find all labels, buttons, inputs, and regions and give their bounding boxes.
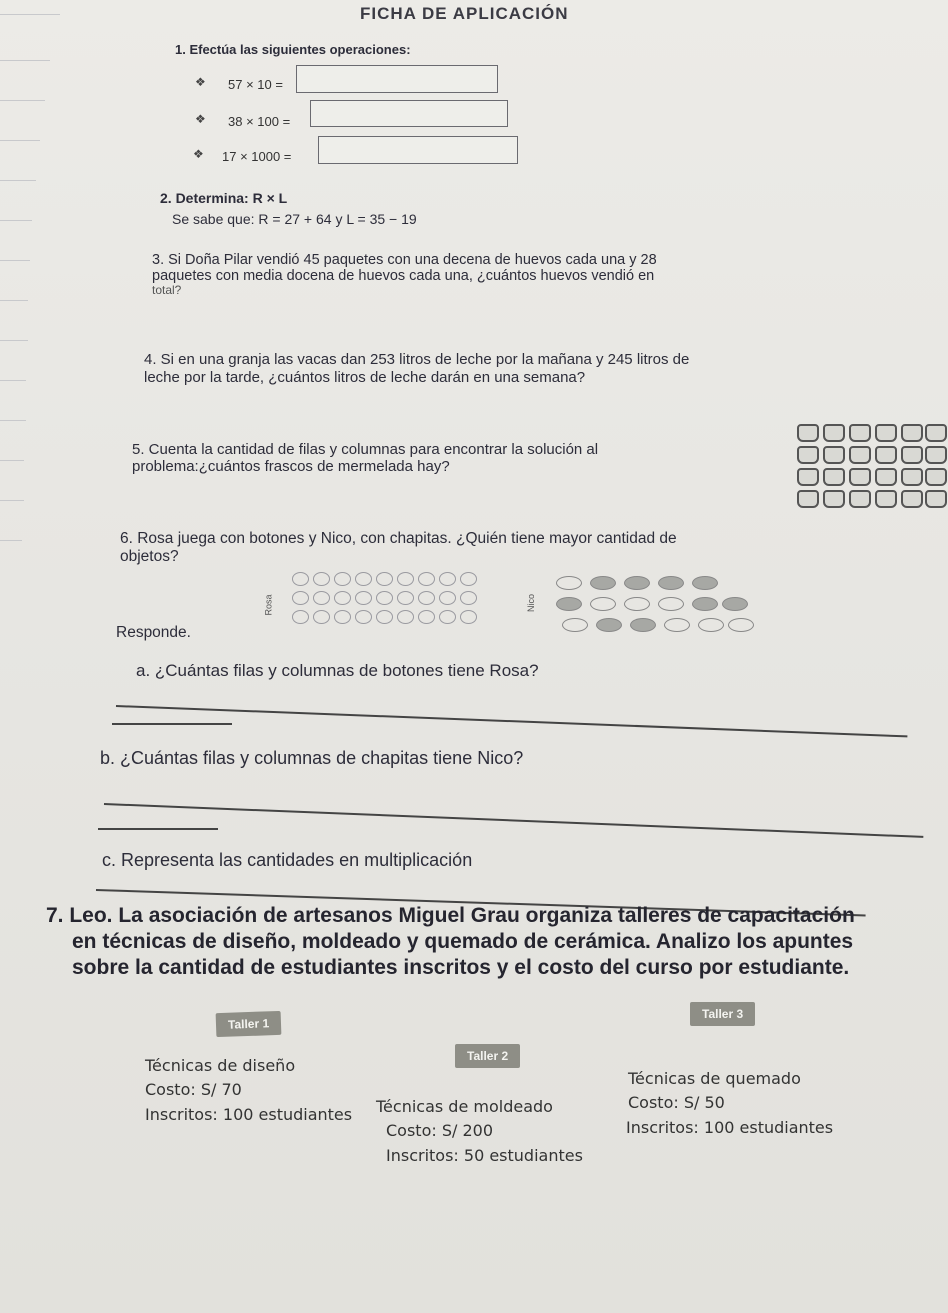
answer-box-1[interactable] — [296, 65, 498, 93]
notebook-spine — [0, 0, 78, 560]
workshop-3-enrolled: Inscritos: 100 estudiantes — [626, 1118, 834, 1137]
answer-line-a[interactable] — [116, 705, 907, 737]
label-rosa: Rosa — [263, 594, 274, 616]
q4-line-2: leche por la tarde, ¿cuántos litros de leche darán en una semana? — [144, 369, 586, 386]
q4-line-1: 4. Si en una granja las vacas dan 253 litros de leche por la mañana y 245 litros de — [144, 351, 690, 368]
bullet-icon: ❖ — [193, 147, 204, 161]
respond-label: Responde. — [116, 624, 191, 641]
workshop-3-name: Técnicas de quemado — [628, 1069, 801, 1088]
q3-line-3: total? — [152, 283, 182, 297]
q6-c: c. Representa las cantidades en multiplicación — [102, 850, 473, 870]
workshop-3-cost: Costo: S/ 50 — [628, 1093, 725, 1112]
q1-op-3: 17 × 1000 = — [222, 149, 292, 164]
q3-line-1: 3. Si Doña Pilar vendió 45 paquetes con una decena de huevos cada una y 28 — [152, 252, 657, 268]
answer-line-a-short[interactable] — [112, 723, 232, 725]
workshop-1-name: Técnicas de diseño — [145, 1056, 296, 1075]
q1-op-1: 57 × 10 = — [228, 77, 283, 92]
workshop-2-tag: Taller 2 — [455, 1044, 520, 1068]
q2-prompt: 2. Determina: R × L — [160, 190, 288, 206]
q1-prompt: 1. Efectúa las siguientes operaciones: — [175, 42, 411, 57]
label-nico: Nico — [526, 593, 537, 613]
q7-line-3: sobre la cantidad de estudiantes inscritos y el costo del curso por estudiante. — [72, 956, 850, 979]
page-title: FICHA DE APLICACIÓN — [360, 4, 569, 23]
q3-line-2: paquetes con media docena de huevos cada una, ¿cuántos huevos vendió en — [152, 268, 655, 284]
workshop-2-name: Técnicas de moldeado — [376, 1097, 553, 1116]
q6-a: a. ¿Cuántas filas y columnas de botones tiene Rosa? — [136, 661, 539, 680]
workshop-2-cost: Costo: S/ 200 — [386, 1121, 494, 1140]
q1-op-2: 38 × 100 = — [228, 114, 291, 129]
bullet-icon: ❖ — [195, 75, 206, 89]
q5-line-2: problema:¿cuántos frascos de mermelada hay? — [132, 458, 450, 475]
q6-line-1: 6. Rosa juega con botones y Nico, con chapitas. ¿Quién tiene mayor cantidad de — [120, 530, 677, 547]
workshop-3-tag: Taller 3 — [690, 1002, 755, 1026]
q6-b: b. ¿Cuántas filas y columnas de chapitas tiene Nico? — [100, 748, 524, 768]
answer-line-b-short[interactable] — [98, 828, 218, 830]
answer-line-b[interactable] — [104, 803, 923, 837]
workshop-1-tag: Taller 1 — [216, 1011, 282, 1037]
workshop-2-enrolled: Inscritos: 50 estudiantes — [386, 1146, 583, 1165]
q7-line-1: 7. Leo. La asociación de artesanos Miguel Grau organiza talleres de capacitación — [46, 904, 855, 927]
q2-given: Se sabe que: R = 27 + 64 y L = 35 − 19 — [172, 211, 417, 227]
answer-box-3[interactable] — [318, 136, 518, 164]
answer-box-2[interactable] — [310, 100, 508, 127]
bullet-icon: ❖ — [195, 112, 206, 126]
q5-line-1: 5. Cuenta la cantidad de filas y columnas para encontrar la solución al — [132, 441, 599, 458]
workshop-1-enrolled: Inscritos: 100 estudiantes — [145, 1105, 353, 1124]
q7-line-2: en técnicas de diseño, moldeado y quemado de cerámica. Analizo los apuntes — [72, 930, 854, 953]
workshop-1-cost: Costo: S/ 70 — [145, 1080, 242, 1099]
q6-line-2: objetos? — [120, 548, 179, 565]
